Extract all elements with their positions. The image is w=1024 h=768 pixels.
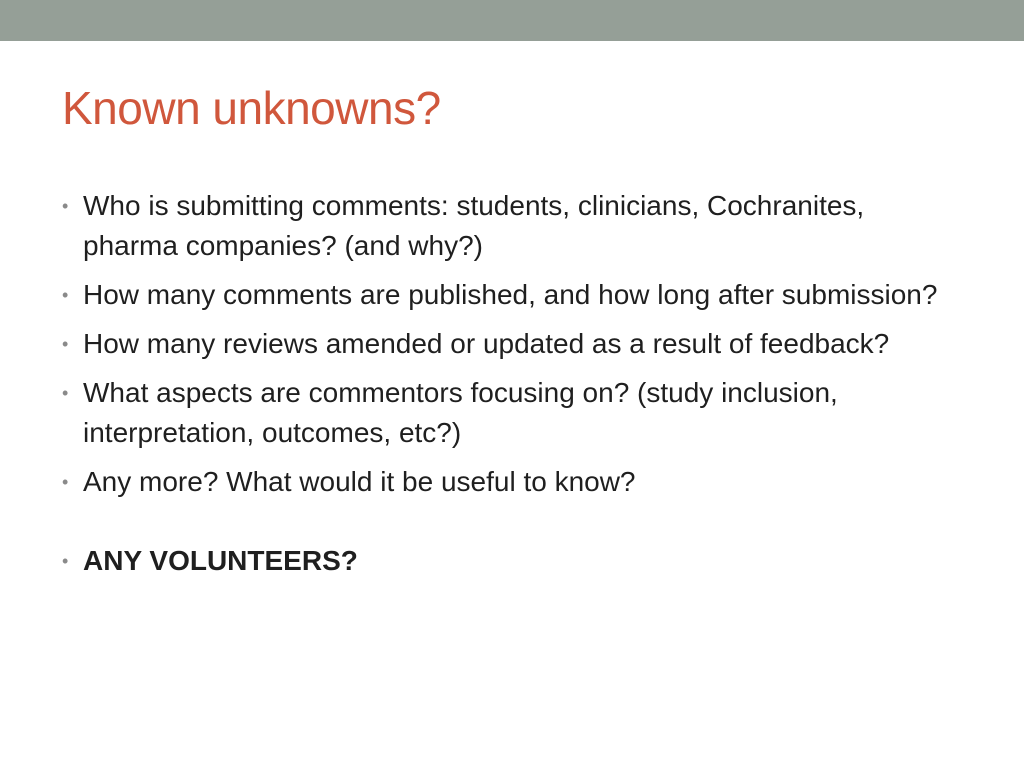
bullet-text: Who is submitting comments: students, clinicians, Cochranites, pharma companies? (and why?) <box>83 190 865 261</box>
bullet-text: How many comments are published, and how long after submission? <box>83 279 938 310</box>
bullet-icon: • <box>62 383 69 403</box>
bullet-list <box>62 186 952 590</box>
slide-title: Known unknowns? <box>62 82 441 134</box>
bullet-text: What aspects are commentors focusing on? (study inclusion, interpretation, outcomes, etc?) <box>83 377 838 448</box>
bullet-icon: • <box>62 196 69 216</box>
bullet-icon: • <box>62 285 69 305</box>
bullet-icon: • <box>62 551 69 571</box>
top-decorative-band <box>0 0 1024 41</box>
bullet-icon: • <box>62 472 69 492</box>
list-item <box>62 275 952 315</box>
list-item <box>62 324 952 364</box>
bullet-text: How many reviews amended or updated as a result of feedback? <box>83 328 890 359</box>
volunteers-callout: ANY VOLUNTEERS? <box>83 545 358 576</box>
list-item <box>62 462 952 502</box>
list-item <box>62 541 952 581</box>
bullet-icon: • <box>62 334 69 354</box>
list-item <box>62 186 952 266</box>
list-item <box>62 373 952 453</box>
bullet-text: Any more? What would it be useful to know? <box>83 466 636 497</box>
